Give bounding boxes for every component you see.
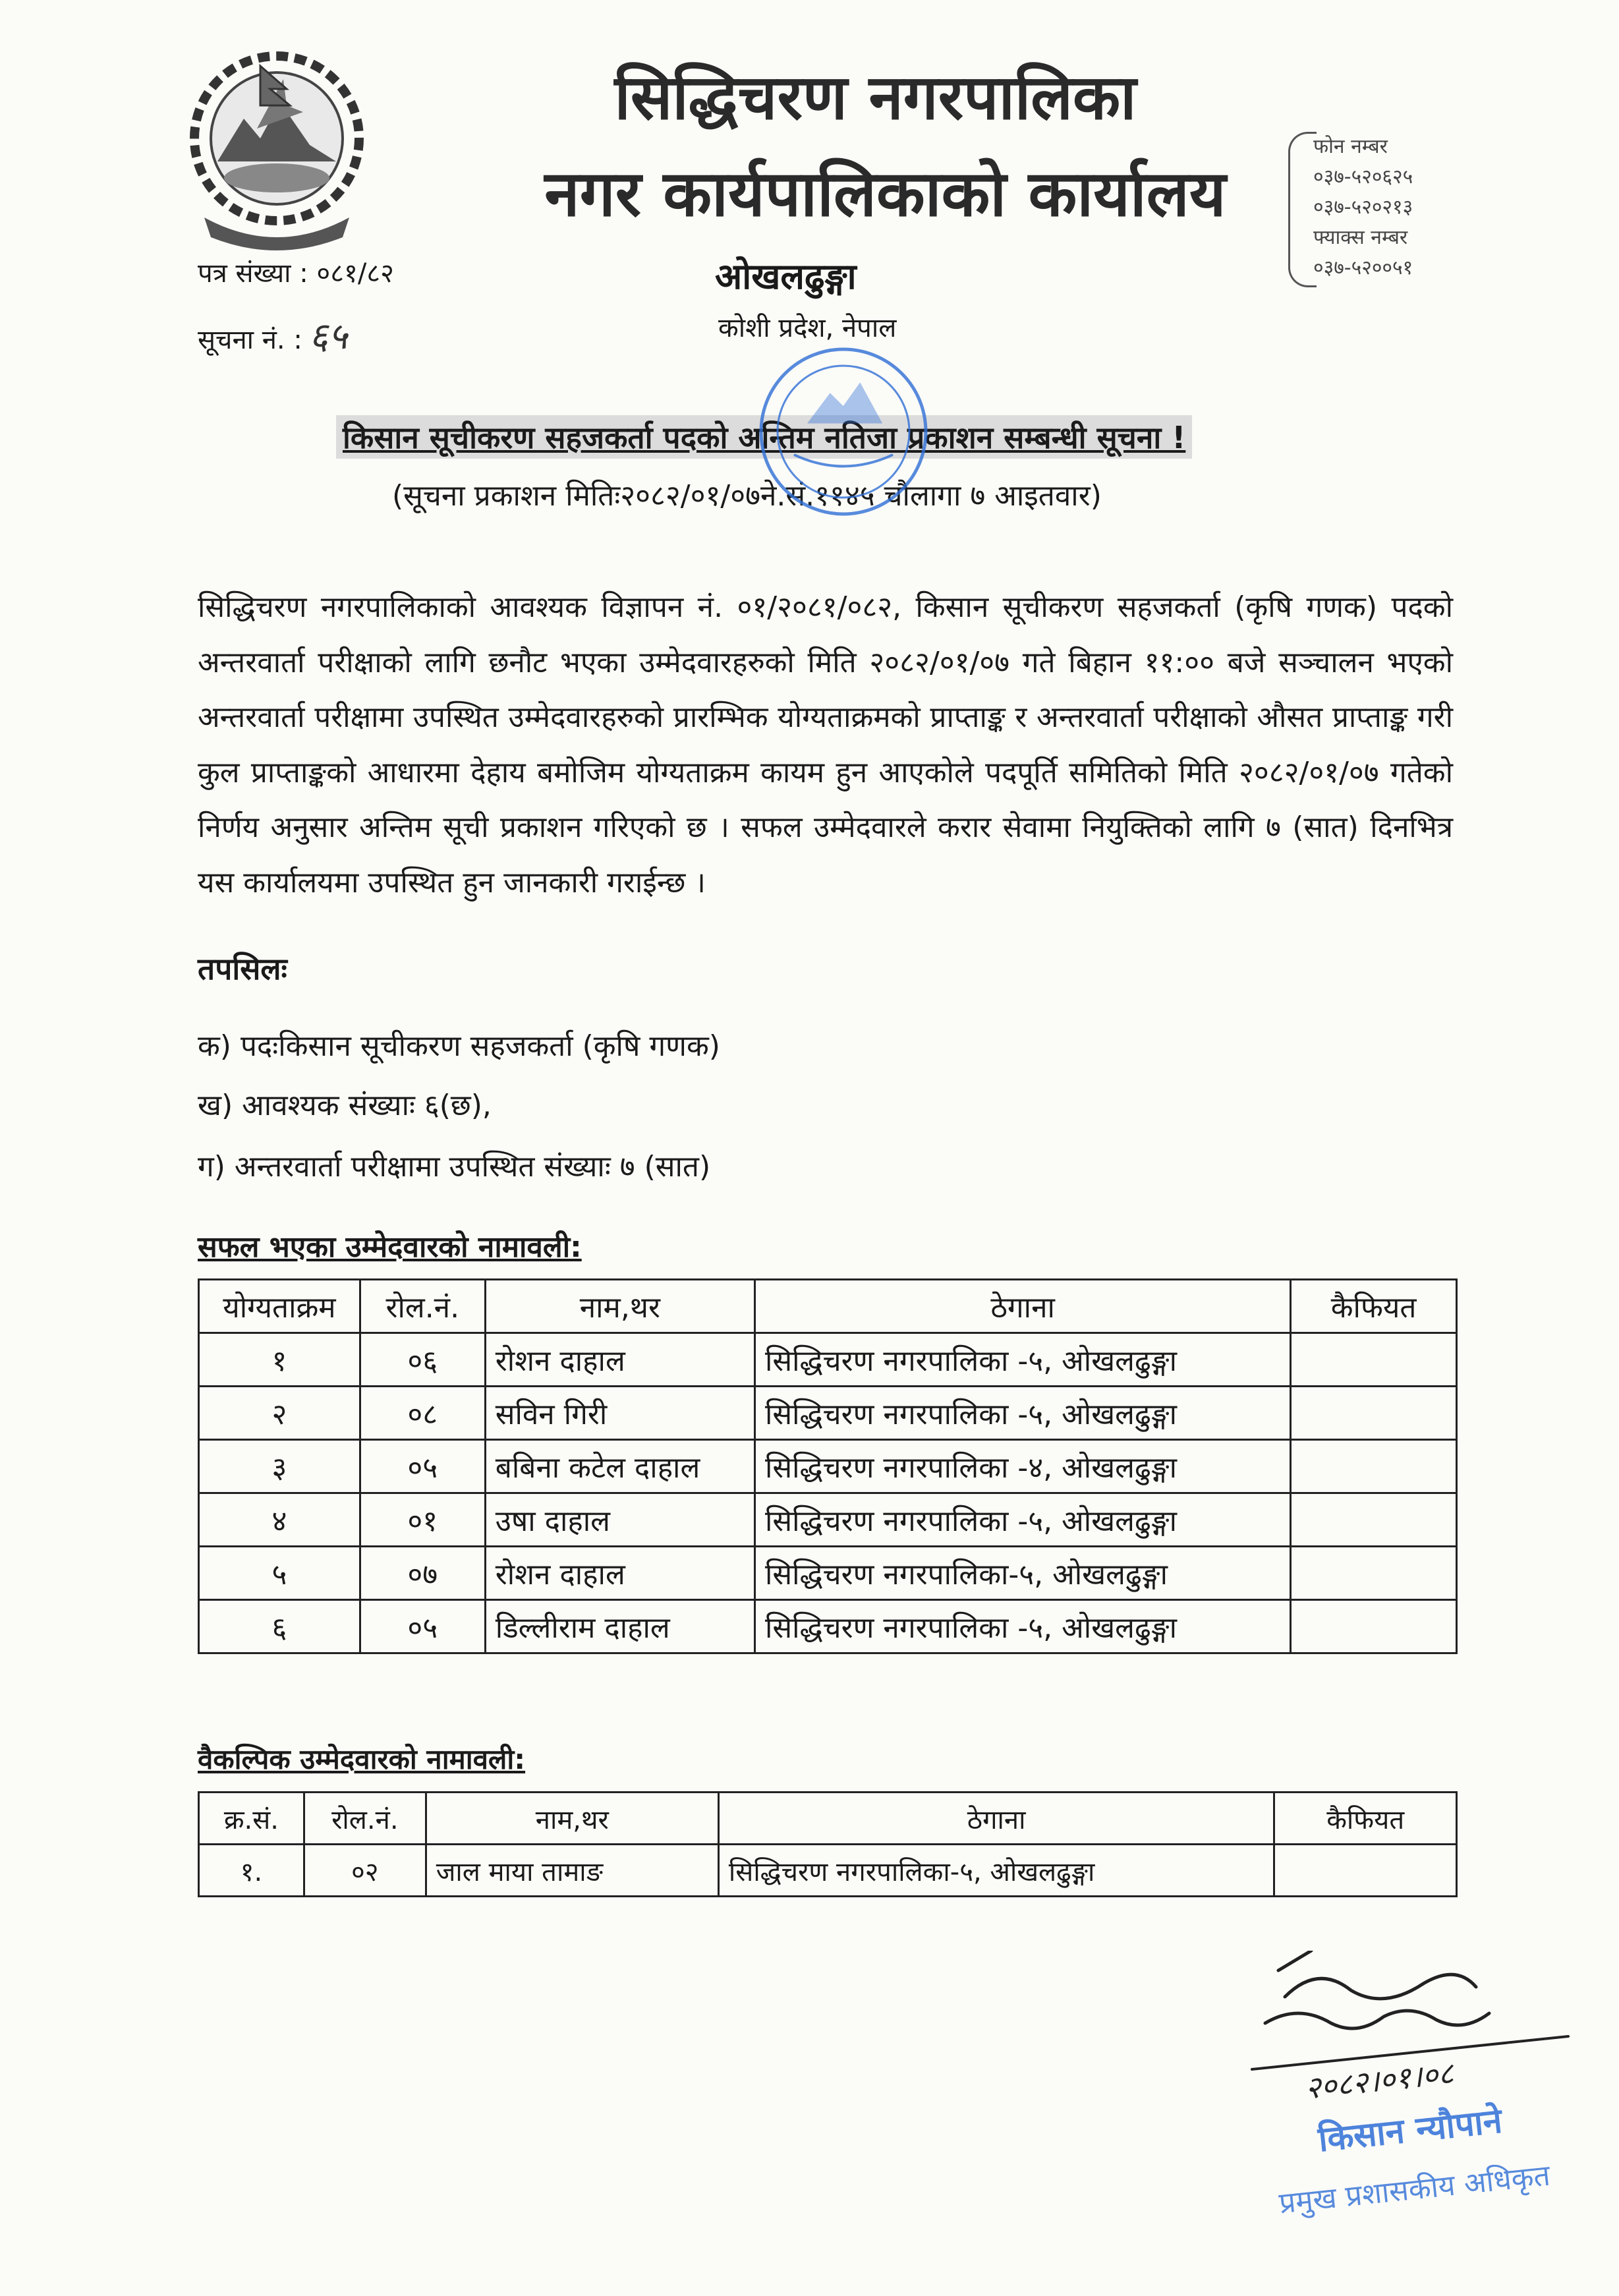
roll-cell: ०५ bbox=[360, 1440, 485, 1493]
column-header: ठेगाना bbox=[718, 1793, 1274, 1845]
rank-cell: १ bbox=[199, 1333, 360, 1387]
remarks-cell bbox=[1291, 1333, 1457, 1387]
rank-cell: ५ bbox=[199, 1547, 360, 1600]
contact-line: फ्याक्स नम्बर bbox=[1313, 226, 1408, 249]
detail-item: ख) आवश्यक संख्याः ६(छ), bbox=[198, 1089, 492, 1122]
contact-line: ०३७-५२०२१३ bbox=[1313, 196, 1413, 219]
officer-name: किसान न्यौपाने bbox=[1316, 2101, 1504, 2160]
name-cell: डिल्लीराम दाहाल bbox=[485, 1600, 754, 1653]
detail-item: क) पदःकिसान सूचीकरण सहजकर्ता (कृषि गणक) bbox=[198, 1029, 720, 1063]
table-row bbox=[199, 1600, 1457, 1653]
remarks-cell bbox=[1291, 1493, 1457, 1547]
name-cell: बबिना कटेल दाहाल bbox=[485, 1440, 754, 1493]
notice-body: सिद्धिचरण नगरपालिकाको आवश्यक विज्ञापन नं. ०१/२०८१/०८२, किसान सूचीकरण सहजकर्ता (कृषि गणक) पदको अन्तरवार्ता परीक्षाको लागि छनौट भएका उम्मेदवारहरुको मिति २०८२/०१/०७ गते बिहान ११:०० बजे सञ्चालन भएको अन्तरवार्ता परीक्षामा उपस्थित उम्मेदवारहरुको प्रारम्भिक योग्यताक्रमको प्राप्ताङ्क र अन्तरवार्ता परीक्षाको औसत प्राप्ताङ्क गरी कुल प्राप्ताङ्कको आधारमा देहाय बमोजिम योग्यताक्रम कायम हुन आएकोले पदपूर्ति समितिको मिति २०८२/०१/०७ गतेको निर्णय अनुसार अन्तिम सूची प्रकाशन गरिएको छ । सफल उम्मेदवारले करार सेवामा नियुक्तिको लागि ७ (सात) दिनभित्र यस कार्यालयमा उपस्थित हुन जानकारी गराईन्छ । bbox=[198, 590, 1453, 900]
table-row bbox=[199, 1440, 1457, 1493]
contact-line: ०३७-५२००५१ bbox=[1313, 256, 1413, 279]
roll-cell: ०२ bbox=[304, 1845, 426, 1897]
officer-designation: प्रमुख प्रशासकीय अधिकृत bbox=[1277, 2158, 1552, 2221]
column-header: नाम,थर bbox=[426, 1793, 718, 1845]
table-row bbox=[199, 1845, 1457, 1897]
roll-cell: ०१ bbox=[360, 1493, 485, 1547]
column-header: रोल.नं. bbox=[360, 1280, 485, 1333]
publication-date: (सूचना प्रकाशन मितिः२०८२/०१/०७ने.सं.११४५ चौलागा ७ आइतवार) bbox=[392, 479, 1102, 513]
address-cell: सिद्धिचरण नगरपालिका-५, ओखलढुङ्गा bbox=[754, 1547, 1290, 1600]
remarks-cell bbox=[1274, 1845, 1457, 1897]
rank-cell: ६ bbox=[199, 1600, 360, 1653]
rank-cell: ४ bbox=[199, 1493, 360, 1547]
column-header: कैफियत bbox=[1274, 1793, 1457, 1845]
roll-cell: ०६ bbox=[360, 1333, 485, 1387]
address-cell: सिद्धिचरण नगरपालिका -५, ओखलढुङ्गा bbox=[754, 1387, 1290, 1440]
table-row bbox=[199, 1493, 1457, 1547]
remarks-cell bbox=[1291, 1600, 1457, 1653]
table-row bbox=[199, 1333, 1457, 1387]
brace-decoration bbox=[1288, 132, 1317, 287]
notice-number bbox=[198, 310, 347, 360]
office-title: नगर कार्यपालिकाको कार्यालय bbox=[544, 157, 1226, 231]
table-header-row bbox=[199, 1280, 1457, 1333]
name-cell: जाल माया तामाङ bbox=[426, 1845, 718, 1897]
location: ओखलढुङ्गा bbox=[715, 256, 857, 297]
contact-box bbox=[1288, 132, 1506, 283]
roll-cell: ०७ bbox=[360, 1547, 485, 1600]
address-cell: सिद्धिचरण नगरपालिका -५, ओखलढुङ्गा bbox=[754, 1333, 1290, 1387]
serial-cell: १. bbox=[199, 1845, 304, 1897]
contact-line: फोन नम्बर bbox=[1313, 135, 1388, 158]
name-cell: उषा दाहाल bbox=[485, 1493, 754, 1547]
org-title: सिद्धिचरण नगरपालिका bbox=[614, 62, 1137, 134]
table-row bbox=[199, 1547, 1457, 1600]
roll-cell: ०५ bbox=[360, 1600, 485, 1653]
notice-number-label: सूचना नं. : bbox=[198, 325, 302, 355]
contact-line: ०३७-५२०६२५ bbox=[1313, 165, 1413, 188]
column-header: ठेगाना bbox=[754, 1280, 1290, 1333]
name-cell: रोशन दाहाल bbox=[485, 1547, 754, 1600]
address-cell: सिद्धिचरण नगरपालिका -५, ओखलढुङ्गा bbox=[754, 1600, 1290, 1653]
remarks-cell bbox=[1291, 1440, 1457, 1493]
province: कोशी प्रदेश, नेपाल bbox=[718, 313, 897, 343]
detail-item: ग) अन्तरवार्ता परीक्षामा उपस्थित संख्याः ७ (सात) bbox=[198, 1150, 711, 1184]
rank-cell: २ bbox=[199, 1387, 360, 1440]
address-cell: सिद्धिचरण नगरपालिका -५, ओखलढुङ्गा bbox=[754, 1493, 1290, 1547]
notice-number-value: ६५ bbox=[308, 315, 348, 358]
signature-block bbox=[1239, 1951, 1581, 2234]
details-heading: तपसिलः bbox=[198, 951, 287, 987]
letter-number: पत्र संख्या : ०८१/८२ bbox=[198, 258, 394, 289]
successful-candidates-table bbox=[198, 1278, 1458, 1654]
address-cell: सिद्धिचरण नगरपालिका-५, ओखलढुङ्गा bbox=[718, 1845, 1274, 1897]
table-header-row bbox=[199, 1793, 1457, 1845]
successful-heading: सफल भएका उम्मेदवारको नामावली: bbox=[198, 1230, 582, 1264]
rank-cell: ३ bbox=[199, 1440, 360, 1493]
alternate-heading: वैकल्पिक उम्मेदवारको नामावली: bbox=[198, 1743, 526, 1775]
signature-date: २०८२।०१।०८ bbox=[1303, 2055, 1456, 2106]
roll-cell: ०८ bbox=[360, 1387, 485, 1440]
name-cell: सविन गिरी bbox=[485, 1387, 754, 1440]
column-header: क्र.सं. bbox=[199, 1793, 304, 1845]
alternate-candidates-table bbox=[198, 1791, 1458, 1897]
column-header: योग्यताक्रम bbox=[199, 1280, 360, 1333]
office-stamp bbox=[748, 336, 939, 527]
remarks-cell bbox=[1291, 1547, 1457, 1600]
table-row bbox=[199, 1387, 1457, 1440]
column-header: कैफियत bbox=[1291, 1280, 1457, 1333]
remarks-cell bbox=[1291, 1387, 1457, 1440]
column-header: नाम,थर bbox=[485, 1280, 754, 1333]
notice-headline: किसान सूचीकरण सहजकर्ता पदको अन्तिम नतिजा प्रकाशन सम्बन्धी सूचना ! bbox=[336, 415, 1192, 459]
column-header: रोल.नं. bbox=[304, 1793, 426, 1845]
name-cell: रोशन दाहाल bbox=[485, 1333, 754, 1387]
address-cell: सिद्धिचरण नगरपालिका -४, ओखलढुङ्गा bbox=[754, 1440, 1290, 1493]
